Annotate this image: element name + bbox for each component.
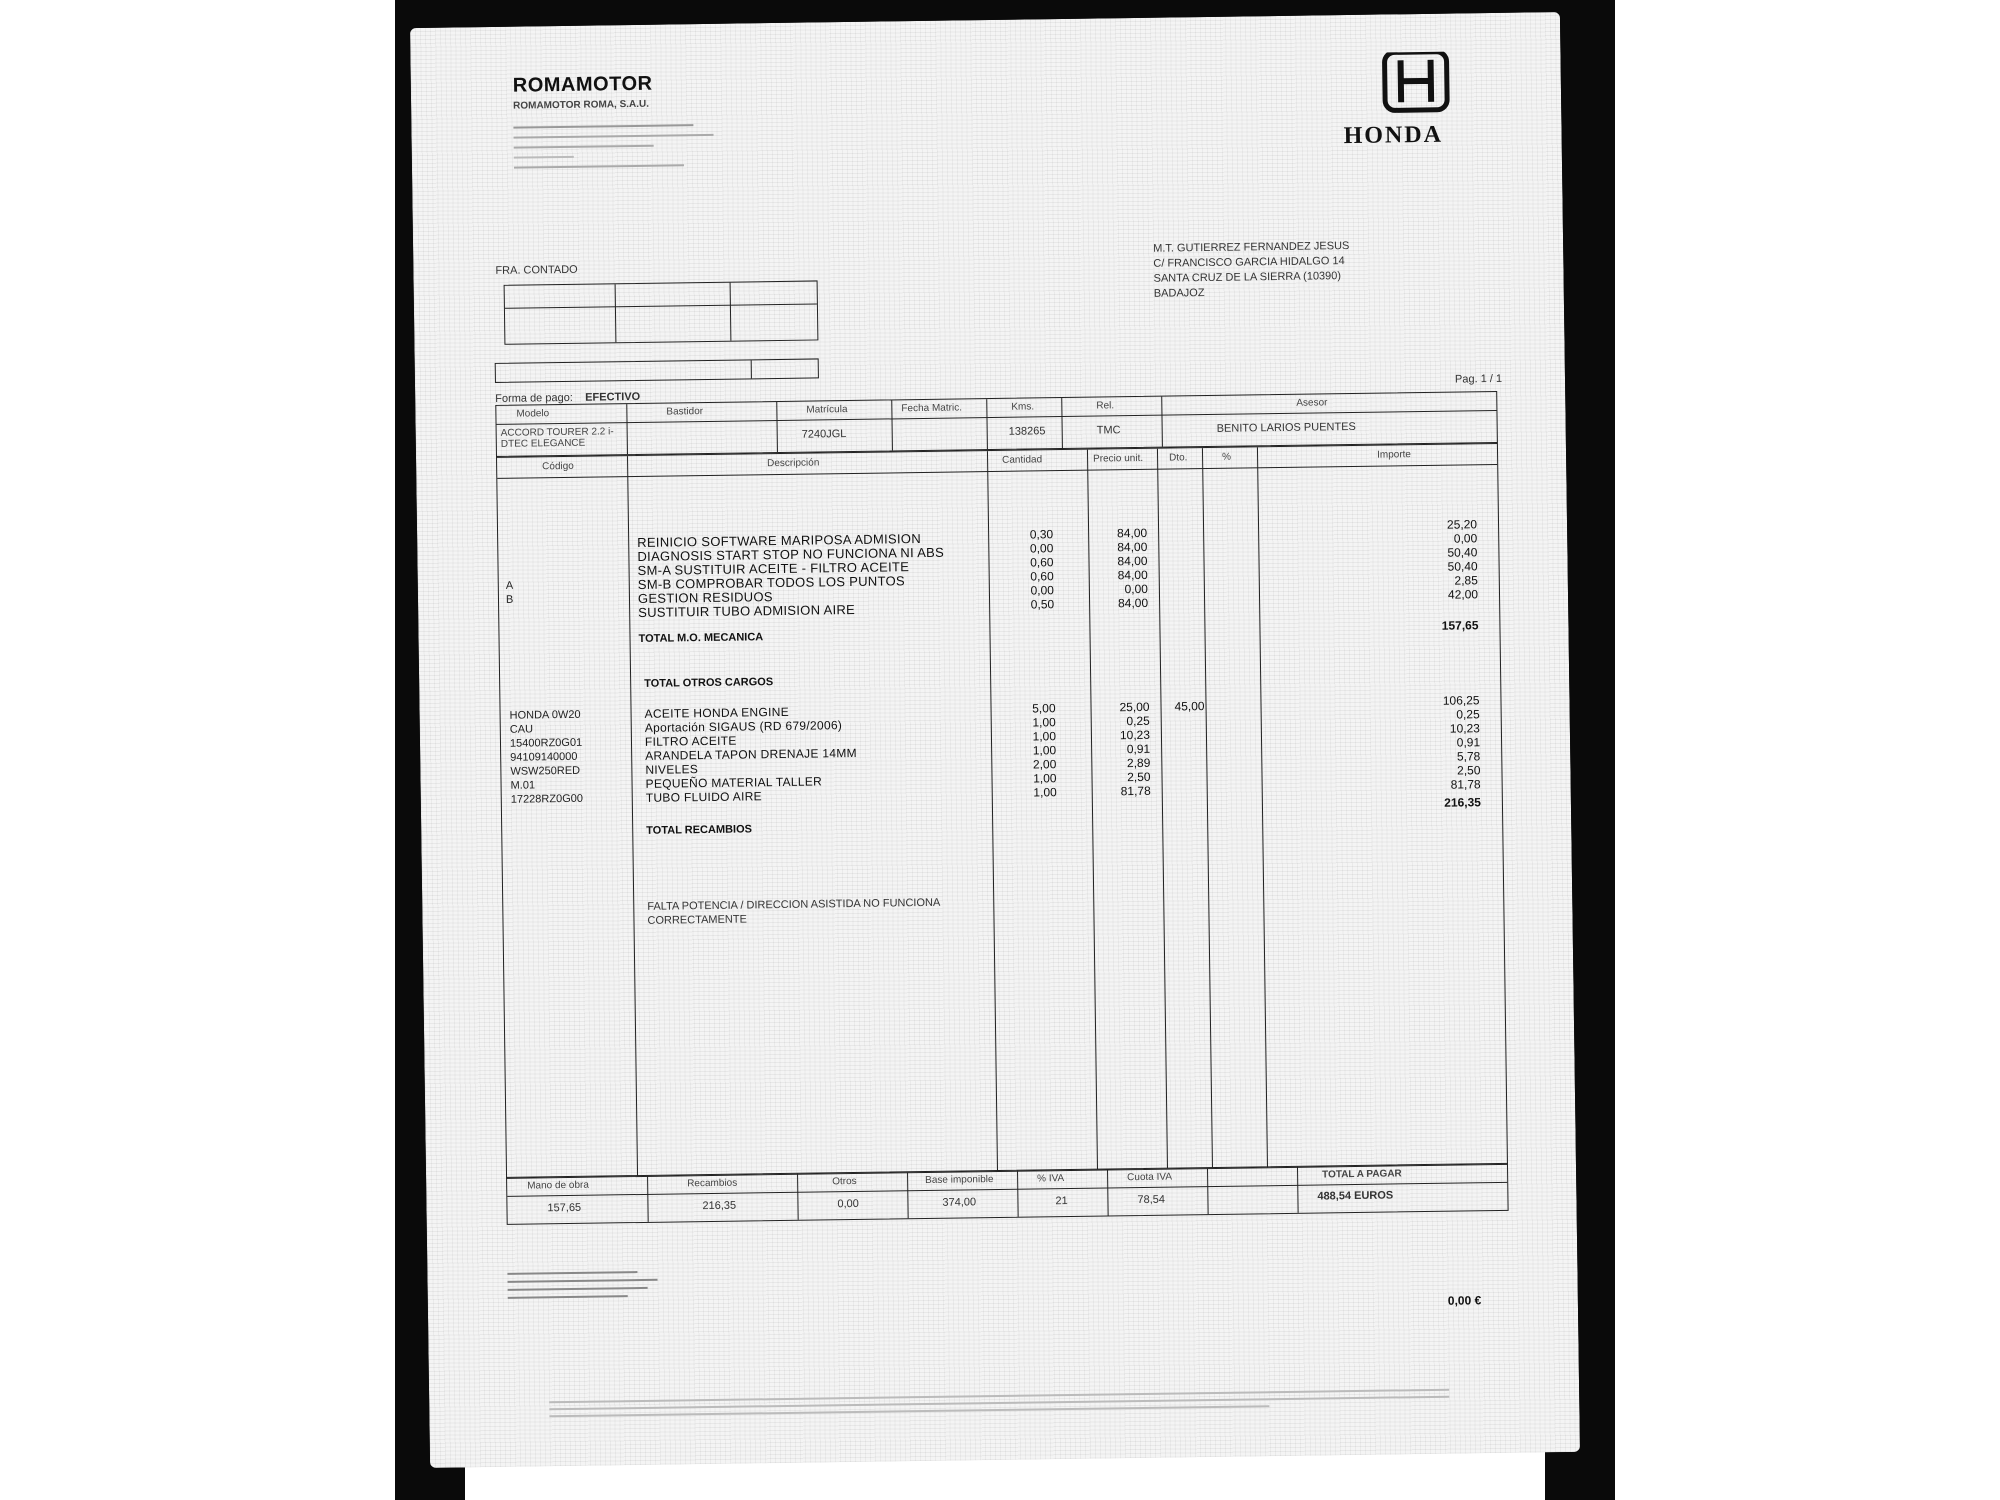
labour-amount: 25,20 — [1446, 517, 1478, 532]
customer-province: BADAJOZ — [1153, 287, 1205, 300]
col-header-dto: Dto. — [1169, 452, 1188, 464]
honda-wordmark: HONDA — [1343, 121, 1444, 150]
part-price: 0,91 — [1126, 741, 1151, 757]
vehicle-rel: TMC — [1096, 424, 1121, 437]
col-header-description: Descripción — [767, 457, 820, 470]
part-code: M.01 — [510, 779, 536, 792]
labour-amount: 0,00 — [1453, 531, 1478, 546]
part-price: 2,89 — [1126, 755, 1151, 771]
totals-header: Base imponible — [925, 1174, 994, 1187]
part-qty: 5,00 — [1032, 701, 1056, 716]
part-amount: 0,25 — [1456, 707, 1480, 722]
totals-value: 157,65 — [547, 1201, 582, 1215]
part-description: Aportación SIGAUS (RD 679/2006) — [644, 718, 843, 735]
labour-amount: 50,40 — [1447, 545, 1478, 560]
part-price: 2,50 — [1127, 769, 1151, 785]
total-labour-label: TOTAL M.O. MECANICA — [638, 631, 764, 645]
col-header-pct: % — [1221, 451, 1232, 463]
totals-value: 78,54 — [1137, 1193, 1166, 1207]
page-indicator: Pag. 1 / 1 — [1454, 372, 1503, 386]
labour-line: REINICIO SOFTWARE MARIPOSA ADMISION — [637, 531, 922, 550]
payment-method-label: Forma de pago: — [495, 391, 573, 405]
labour-price: 0,00 — [1124, 581, 1149, 597]
vehicle-header-model: Modelo — [516, 408, 550, 420]
part-discount: 45,00 — [1174, 699, 1205, 714]
footer-notes — [507, 1265, 658, 1305]
totals-header: Recambios — [687, 1177, 738, 1190]
labour-line: GESTION RESIDUOS — [637, 589, 773, 606]
totals-value: 374,00 — [942, 1196, 977, 1209]
payment-method-value: EFECTIVO — [585, 390, 641, 404]
total-parts-label: TOTAL RECAMBIOS — [646, 823, 753, 837]
observation-line: FALTA POTENCIA / DIRECCION ASISTIDA NO FUNCIONA — [647, 896, 941, 913]
vehicle-header-advisor: Asesor — [1296, 397, 1328, 409]
part-price: 10,23 — [1119, 727, 1151, 743]
vehicle-model: ACCORD TOURER 2.2 i-DTEC ELEGANCE — [500, 426, 614, 450]
part-description: NIVELES — [645, 762, 699, 777]
part-qty: 1,00 — [1032, 729, 1057, 744]
totals-header: Otros — [832, 1175, 857, 1188]
part-description: PEQUEÑO MATERIAL TALLER — [645, 774, 823, 791]
part-amount: 0,91 — [1456, 735, 1481, 750]
totals-value: 216,35 — [702, 1199, 737, 1213]
labour-price: 84,00 — [1117, 567, 1148, 583]
part-price: 0,25 — [1126, 713, 1150, 729]
labour-code-a: A — [505, 579, 514, 592]
labour-line: SM-B COMPROBAR TODOS LOS PUNTOS — [637, 573, 906, 592]
labour-amount: 2,85 — [1454, 573, 1478, 588]
col-header-amount: Importe — [1376, 449, 1412, 461]
part-amount: 81,78 — [1450, 777, 1481, 792]
labour-price: 84,00 — [1117, 539, 1148, 555]
customer-address: C/ FRANCISCO GARCIA HIDALGO 14 — [1153, 255, 1345, 270]
customer-name: M.T. GUTIERREZ FERNANDEZ JESUS — [1153, 240, 1350, 255]
labour-code-b: B — [505, 593, 514, 606]
labour-qty: 0,50 — [1030, 597, 1055, 612]
invoice-number-box — [504, 280, 819, 344]
totals-header: Cuota IVA — [1127, 1171, 1173, 1184]
part-qty: 1,00 — [1033, 771, 1057, 786]
invoice-document — [410, 12, 1580, 1468]
part-code: 17228RZ0G00 — [510, 792, 584, 806]
part-qty: 1,00 — [1032, 743, 1057, 758]
labour-qty: 0,00 — [1030, 583, 1055, 598]
reference-box — [495, 358, 819, 383]
part-price: 81,78 — [1120, 783, 1151, 799]
totals-value: 0,00 — [837, 1197, 859, 1211]
company-legal-name: ROMAMOTOR ROMA, S.A.U. — [513, 98, 650, 112]
customer-city: SANTA CRUZ DE LA SIERRA (10390) — [1153, 270, 1342, 285]
total-labour-value: 157,65 — [1441, 618, 1479, 633]
totals-header: Mano de obra — [527, 1179, 589, 1192]
total-parts-value: 216,35 — [1444, 795, 1482, 810]
invoice-type-label: FRA. CONTADO — [495, 263, 578, 277]
totals-value: 21 — [1055, 1195, 1068, 1208]
part-code: WSW250RED — [510, 764, 581, 778]
company-name: ROMAMOTOR — [512, 72, 653, 97]
part-amount: 5,78 — [1456, 749, 1481, 764]
labour-qty: 0,00 — [1029, 541, 1054, 556]
part-code: 15400RZ0G01 — [509, 736, 583, 750]
labour-qty: 0,60 — [1030, 569, 1054, 584]
part-description: TUBO FLUIDO AIRE — [645, 789, 763, 805]
labour-price: 84,00 — [1117, 553, 1148, 569]
part-code: 94109140000 — [510, 750, 578, 764]
labour-line: SUSTITUIR TUBO ADMISION AIRE — [638, 601, 856, 620]
totals-header: % IVA — [1037, 1173, 1065, 1185]
vehicle-kms: 138265 — [1008, 425, 1046, 438]
total-to-pay: 488,54 EUROS — [1317, 1189, 1394, 1203]
totals-header-total: TOTAL A PAGAR — [1322, 1168, 1402, 1181]
part-qty: 1,00 — [1032, 715, 1056, 730]
part-description: ACEITE HONDA ENGINE — [644, 704, 790, 721]
vehicle-header-plate: Matrícula — [806, 404, 848, 416]
part-price: 25,00 — [1119, 699, 1150, 715]
labour-line: SM-A SUSTITUIR ACEITE - FILTRO ACEITE — [637, 559, 910, 578]
total-other-charges-label: TOTAL OTROS CARGOS — [644, 676, 774, 690]
labour-price: 84,00 — [1117, 595, 1149, 611]
part-description: ARANDELA TAPON DRENAJE 14MM — [645, 745, 857, 763]
vehicle-header-kms: Kms. — [1011, 401, 1035, 413]
vehicle-header-rel: Rel. — [1096, 400, 1115, 412]
labour-qty: 0,30 — [1029, 527, 1054, 542]
vehicle-advisor: BENITO LARIOS PUENTES — [1216, 420, 1356, 435]
labour-amount: 50,40 — [1447, 559, 1478, 574]
bottom-amount: 0,00 € — [1447, 1293, 1482, 1308]
part-description: FILTRO ACEITE — [644, 733, 737, 749]
honda-logo — [1340, 51, 1492, 168]
vehicle-plate: 7240JGL — [801, 428, 847, 441]
part-qty: 1,00 — [1033, 785, 1057, 800]
part-code: CAU — [509, 723, 534, 736]
labour-line: DIAGNOSIS START STOP NO FUNCIONA NI ABS — [637, 544, 945, 564]
company-address-block — [513, 116, 714, 177]
vehicle-header-reg-date: Fecha Matric. — [901, 402, 963, 415]
part-qty: 2,00 — [1032, 757, 1057, 772]
part-amount: 106,25 — [1442, 693, 1480, 708]
labour-qty: 0,60 — [1030, 555, 1054, 570]
vehicle-header-vin: Bastidor — [666, 406, 704, 418]
part-amount: 10,23 — [1449, 721, 1480, 736]
labour-amount: 42,00 — [1447, 587, 1479, 602]
observation-line: CORRECTAMENTE — [647, 913, 747, 927]
part-code: HONDA 0W20 — [509, 708, 581, 722]
col-header-price: Precio unit. — [1093, 452, 1144, 465]
labour-price: 84,00 — [1116, 525, 1148, 541]
part-amount: 2,50 — [1457, 763, 1481, 778]
col-header-code: Código — [542, 460, 574, 473]
legal-fine-print — [549, 1384, 1449, 1423]
col-header-qty: Cantidad — [1002, 454, 1043, 466]
